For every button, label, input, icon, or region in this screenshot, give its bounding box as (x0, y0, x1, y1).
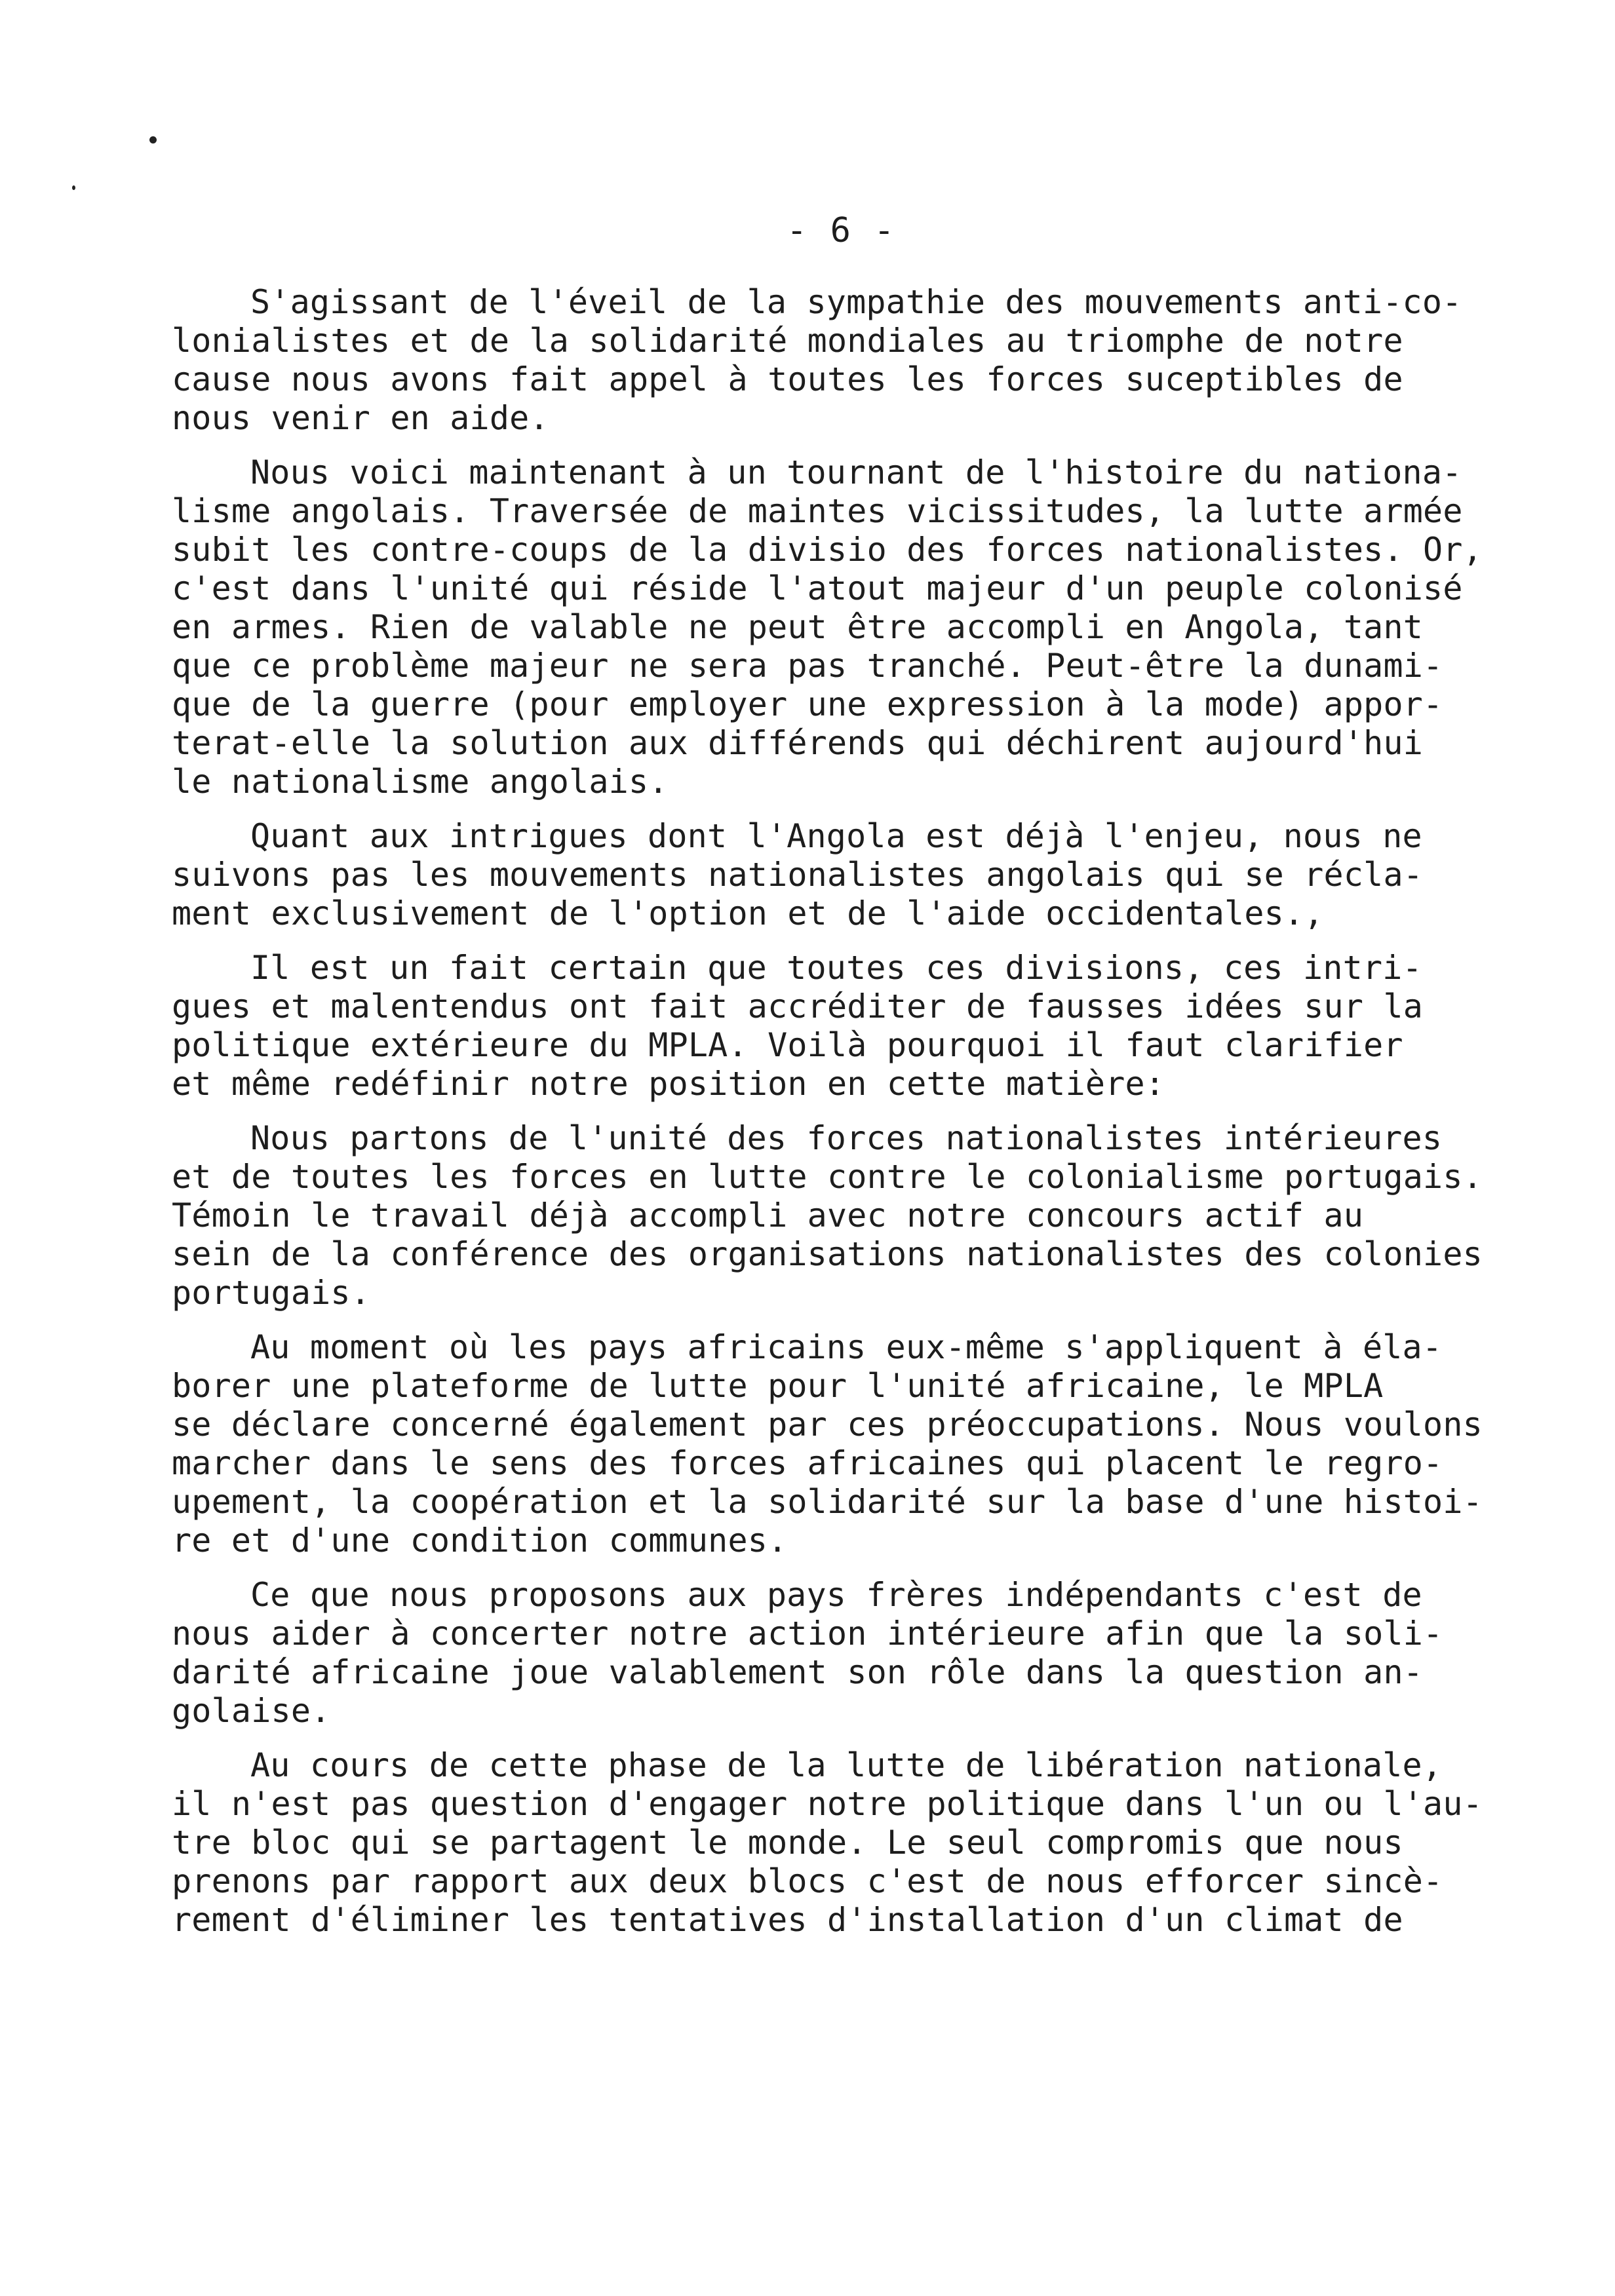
text-line: suivons pas les mouvements nationalistes angolais qui se récla- (172, 856, 1424, 894)
text-line: Au cours de cette phase de la lutte de libération nationale, (250, 1746, 1443, 1784)
text-line: en armes. Rien de valable ne peut être accompli en Angola, tant (172, 608, 1424, 646)
text-line: sein de la conférence des organisations nationalistes des colonies (172, 1235, 1483, 1273)
paragraph (172, 1746, 1483, 1940)
paragraph (172, 1328, 1483, 1560)
text-line: rement d'éliminer les tentatives d'installation d'un climat de (172, 1901, 1403, 1939)
text-line: se déclare concerné également par ces préoccupations. Nous voulons (172, 1406, 1483, 1444)
text-line: upement, la coopération et la solidarité sur la base d'une histoi- (172, 1483, 1483, 1521)
text-line: nous venir en aide. (172, 399, 549, 437)
text-line: que ce problème majeur ne sera pas tranché. Peut-être la dunami- (172, 647, 1443, 685)
text-line: le nationalisme angolais. (172, 763, 669, 801)
text-line: prenons par rapport aux deux blocs c'est de nous efforcer sincè- (172, 1862, 1443, 1900)
paragraph (172, 949, 1483, 1103)
text-line: Ce que nous proposons aux pays frères indépendants c'est de (250, 1576, 1422, 1614)
text-line: gues et malentendus ont fait accréditer de fausses idées sur la (172, 987, 1424, 1025)
text-line: terat-elle la solution aux différends qui déchirent aujourd'hui (172, 724, 1424, 762)
text-line: cause nous avons fait appel à toutes les forces suceptibles de (172, 360, 1403, 398)
text-line: tre bloc qui se partagent le monde. Le seul compromis que nous (172, 1824, 1403, 1862)
text-line: Il est un fait certain que toutes ces divisions, ces intri- (250, 949, 1422, 987)
text-line: Nous partons de l'unité des forces nationalistes intérieures (250, 1119, 1443, 1157)
text-line: que de la guerre (pour employer une expression à la mode) appor- (172, 685, 1443, 723)
paragraph (172, 283, 1483, 438)
text-line: ment exclusivement de l'option et de l'aide occidentales., (172, 894, 1324, 932)
text-line: lisme angolais. Traversée de maintes vicissitudes, la lutte armée (172, 492, 1463, 530)
text-line: golaise. (172, 1692, 331, 1730)
text-line: portugais. (172, 1274, 371, 1312)
text-line: Au moment où les pays africains eux-même s'appliquent à éla- (250, 1328, 1443, 1366)
paragraph (172, 817, 1483, 933)
text-line: il n'est pas question d'engager notre politique dans l'un ou l'au- (172, 1785, 1483, 1823)
text-line: Nous voici maintenant à un tournant de l'histoire du nationa- (250, 453, 1462, 491)
text-line: subit les contre-coups de la divisio des forces nationalistes. Or, (172, 531, 1483, 569)
text-line: Quant aux intrigues dont l'Angola est déjà l'enjeu, nous ne (250, 817, 1422, 855)
ink-speck (72, 185, 75, 190)
text-line: re et d'une condition communes. (172, 1521, 788, 1559)
page-number: - 6 - (787, 211, 896, 250)
text-line: lonialistes et de la solidarité mondiales au triomphe de notre (172, 322, 1403, 360)
text-line: et de toutes les forces en lutte contre le colonialisme portugais. (172, 1158, 1483, 1196)
text-line: politique extérieure du MPLA. Voilà pourquoi il faut clarifier (172, 1026, 1403, 1064)
text-line: Témoin le travail déjà accompli avec notre concours actif au (172, 1196, 1364, 1234)
text-line: et même redéfinir notre position en cette matière: (172, 1065, 1165, 1103)
paragraph (172, 1119, 1483, 1312)
paragraph (172, 453, 1483, 801)
text-line: darité africaine joue valablement son rôle dans la question an- (172, 1653, 1424, 1691)
text-line: S'agissant de l'éveil de la sympathie des mouvements anti-co- (250, 283, 1462, 321)
body-text (172, 283, 1483, 1955)
paragraph (172, 1576, 1483, 1731)
text-line: marcher dans le sens des forces africaines qui placent le regro- (172, 1444, 1443, 1482)
text-line: nous aider à concerter notre action intérieure afin que la soli- (172, 1615, 1443, 1653)
ink-speck (149, 136, 157, 144)
text-line: c'est dans l'unité qui réside l'atout majeur d'un peuple colonisé (172, 569, 1463, 607)
text-line: borer une plateforme de lutte pour l'unité africaine, le MPLA (172, 1367, 1384, 1405)
